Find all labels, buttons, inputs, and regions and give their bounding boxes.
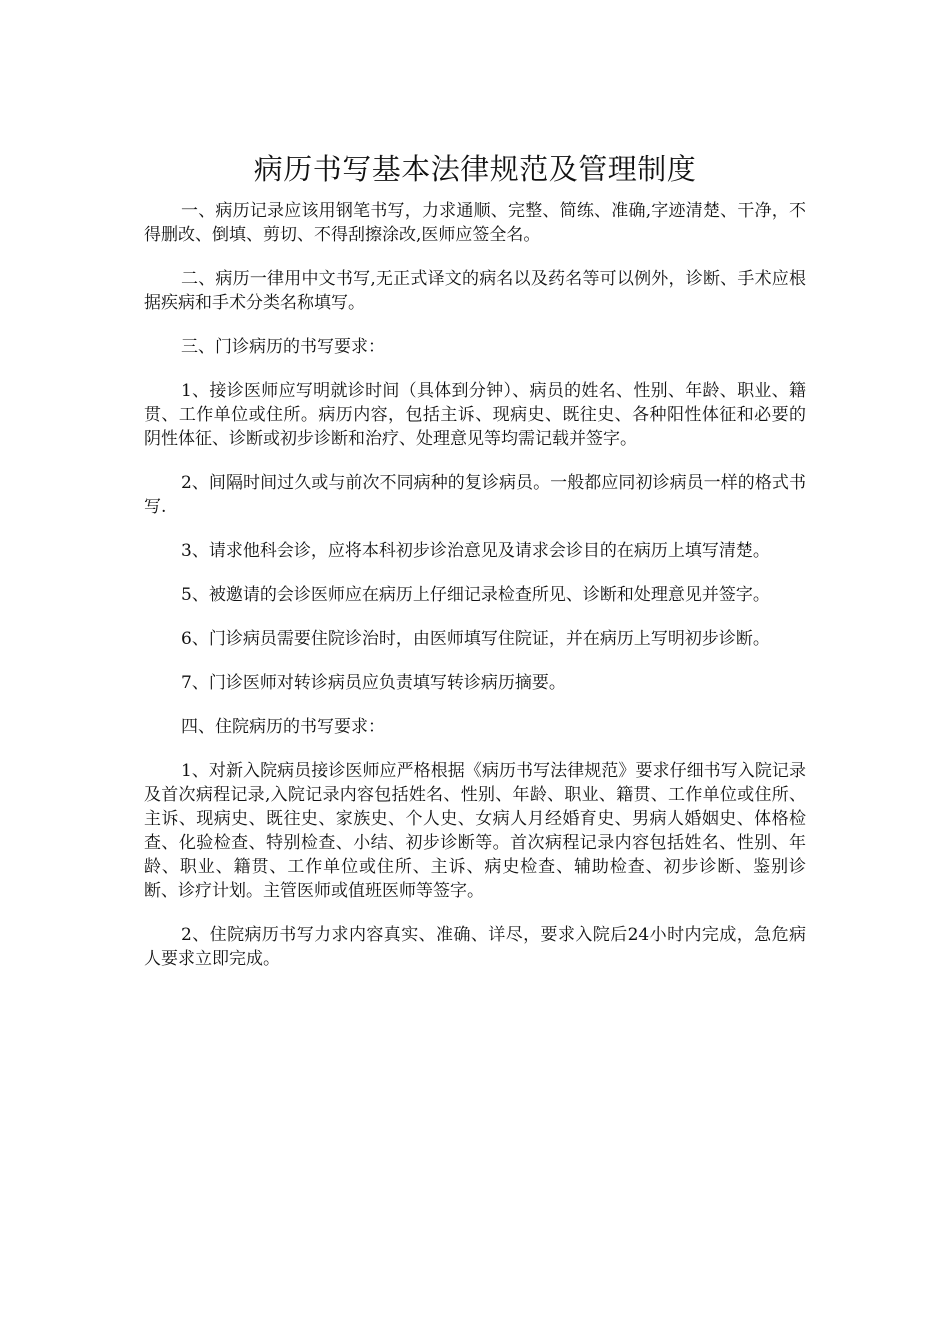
paragraph-section-2: 二、病历一律用中文书写,无正式译文的病名以及药名等可以例外，诊断、手术应根据疾病和手术分类名称填写。 [144,269,806,313]
document-title: 病历书写基本法律规范及管理制度 [253,152,697,187]
paragraph-outpatient-item-7: 7、门诊医师对转诊病员应负责填写转诊病历摘要。 [181,673,566,693]
heading-outpatient-requirements: 三、门诊病历的书写要求： [181,337,385,357]
paragraph-inpatient-item-1: 1、对新入院病员接诊医师应严格根据《病历书写法律规范》要求仔细书写入院记录及首次病程记录,入院记录内容包括姓名、性别、年龄、职业、籍贯、工作单位或住所、主诉、现病史、既往史、家族史、个人史、女病人月经婚育史、男病人婚姻史、体格检查、化验检查、特别检查、小结、初步诊断等。首次病程记录内容包括姓名、性别、年龄、职业、籍贯、工作单位或住所、主诉、病史检查、辅助检查、初步诊断、鉴别诊断、诊疗计划。主管医师或值班医师等签字。 [144,761,806,901]
paragraph-outpatient-item-5: 5、被邀请的会诊医师应在病历上仔细记录检查所见、诊断和处理意见并签字。 [181,585,770,605]
paragraph-inpatient-item-2: 2、住院病历书写力求内容真实、准确、详尽，要求入院后24小时内完成，急危病人要求立即完成。 [144,925,806,969]
heading-inpatient-requirements: 四、住院病历的书写要求： [181,717,385,737]
paragraph-outpatient-item-2: 2、间隔时间过久或与前次不同病种的复诊病员。一般都应同初诊病员一样的格式书写. [144,473,806,517]
paragraph-outpatient-item-1: 1、接诊医师应写明就诊时间（具体到分钟）、病员的姓名、性别、年龄、职业、籍贯、工作单位或住所。病历内容，包括主诉、现病史、既往史、各种阳性体征和必要的阴性体征、诊断或初步诊断和治疗、处理意见等均需记载并签字。 [144,381,806,449]
paragraph-outpatient-item-6: 6、门诊病员需要住院诊治时，由医师填写住院证，并在病历上写明初步诊断。 [181,629,770,649]
paragraph-section-1: 一、病历记录应该用钢笔书写，力求通顺、完整、简练、准确,字迹清楚、干净，不得删改、倒填、剪切、不得刮擦涂改,医师应签全名。 [144,201,806,245]
paragraph-outpatient-item-3: 3、请求他科会诊，应将本科初步诊治意见及请求会诊目的在病历上填写清楚。 [181,541,770,561]
document-body [144,199,806,991]
